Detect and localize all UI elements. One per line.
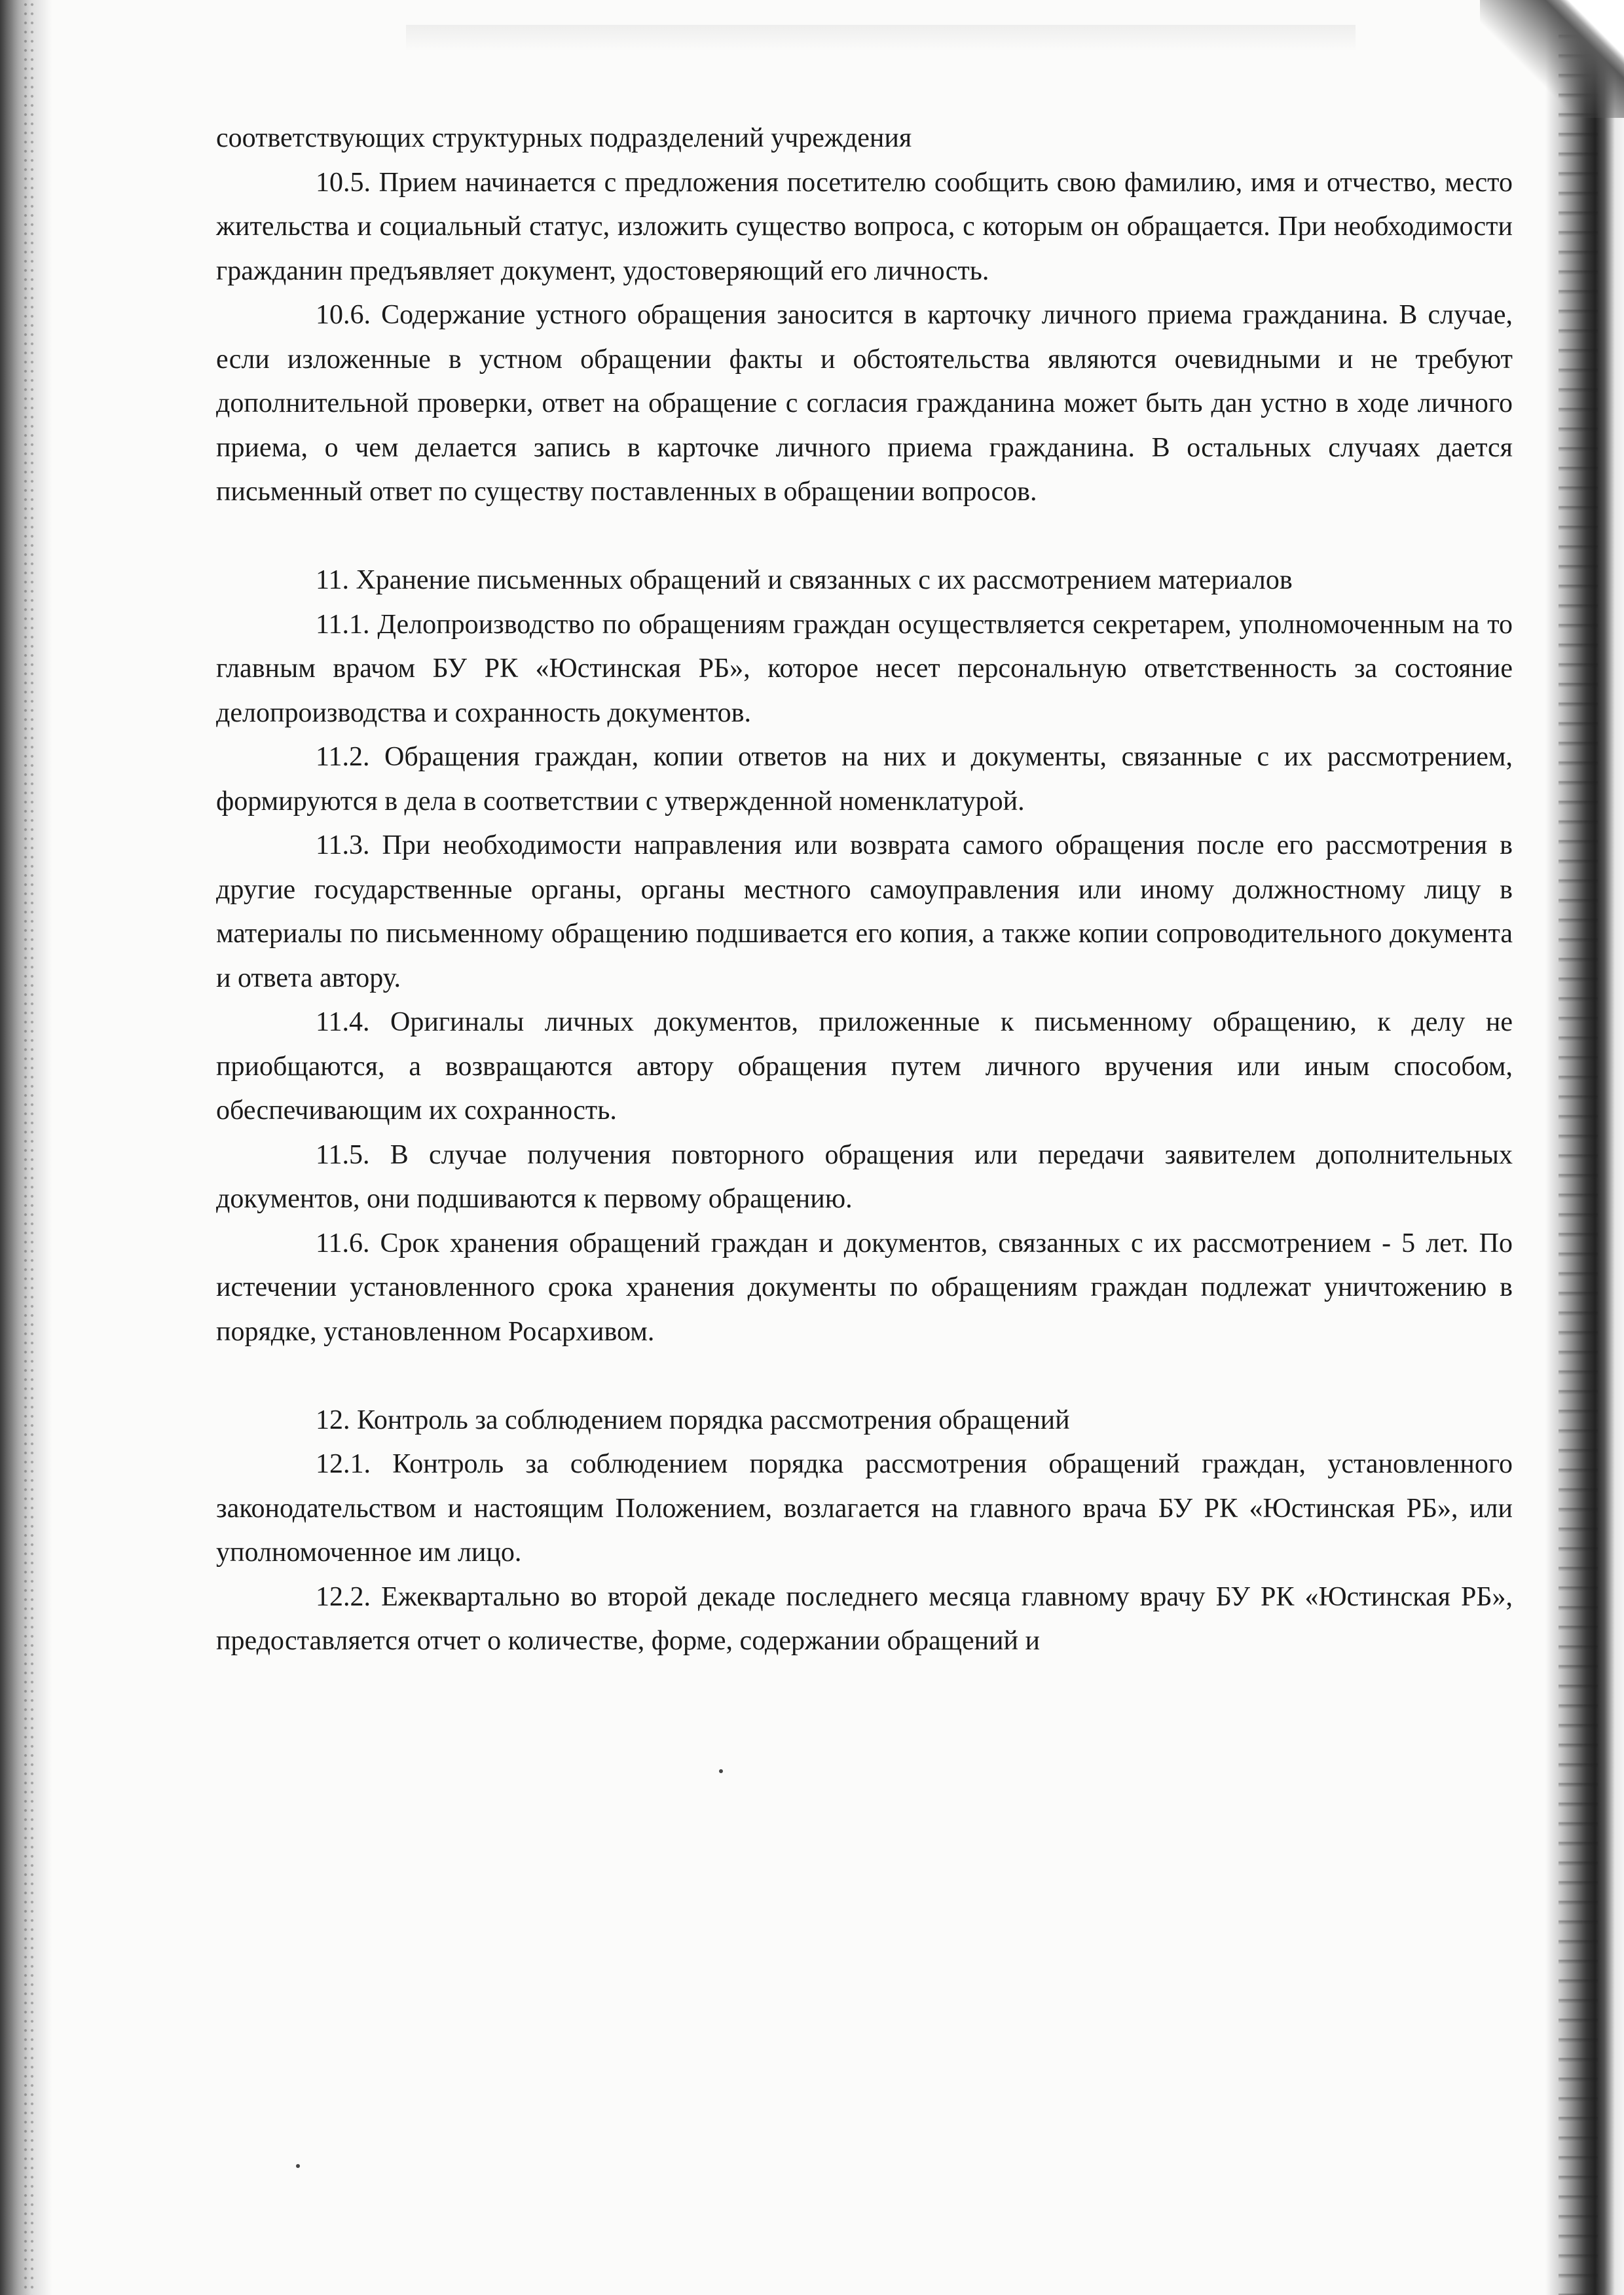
- paragraph-11-6: 11.6. Срок хранения обращений граждан и документов, связанных с их рассмотрением - 5 лет. По истечении установленного срока хранения документы по обращениям граждан подлежат уничтожению в порядке, установленном Росархивом.: [216, 1228, 1513, 1347]
- paragraph-12-2: 12.2. Ежеквартально во второй декаде последнего месяца главному врачу БУ РК «Юстинская РБ», предоставляется отчет о количестве, форме, содержании обращений и: [216, 1581, 1513, 1656]
- section-heading-11: 11. Хранение письменных обращений и связанных с их рассмотрением материалов: [316, 565, 1293, 595]
- scan-speck: [719, 1769, 723, 1773]
- section-heading-12: 12. Контроль за соблюдением порядка рассмотрения обращений: [316, 1405, 1070, 1435]
- paragraph-11-4: 11.4. Оригиналы личных документов, приложенные к письменному обращению, к делу не приобщаются, а возвращаются автору обращения путем личного вручения или иным способом, обеспечивающим их сохранность.: [216, 1007, 1513, 1126]
- paragraph-11-1: 11.1. Делопроизводство по обращениям граждан осуществляется секретарем, уполномоченным на то главным врачом БУ РК «Юстинская РБ», которое несет персональную ответственность за состояние делопроизводства и сохранность документов.: [216, 609, 1513, 728]
- section-gap: [216, 515, 1513, 559]
- section-gap: [216, 1354, 1513, 1399]
- document-body: [216, 117, 1513, 1664]
- scan-speck: [296, 2164, 300, 2168]
- paragraph-11-2: 11.2. Обращения граждан, копии ответов на них и документы, связанные с их рассмотрением, формируются в дела в соответствии с утвержденной номенклатурой.: [216, 742, 1513, 817]
- paragraph-11-3: 11.3. При необходимости направления или возврата самого обращения после его рассмотрения в другие государственные органы, органы местного самоуправления или иному должностному лицу в материалы по письменному обращению подшивается его копия, а также копии сопроводительного документа и ответа автору.: [216, 830, 1513, 993]
- paragraph-12-1: 12.1. Контроль за соблюдением порядка рассмотрения обращений граждан, установленного законодательством и настоящим Положением, возлагается на главного врача БУ РК «Юстинская РБ», или уполномоченное им лицо.: [216, 1449, 1513, 1568]
- scan-edge-left-perforation: [22, 0, 37, 2295]
- paragraph-10-6: 10.6. Содержание устного обращения заносится в карточку личного приема гражданина. В случае, если изложенные в устном обращении факты и обстоятельства являются очевидными и не требуют дополнительной проверки, ответ на обращение с согласия гражданина может быть дан устно в ходе личного приема, о чем делается запись в карточке личного приема гражданина. В остальных случаях дается письменный ответ по существу поставленных в обращении вопросов.: [216, 300, 1513, 507]
- scan-top-bleed: [406, 25, 1356, 51]
- paragraph-10-5: 10.5. Прием начинается с предложения посетителю сообщить свою фамилию, имя и отчество, место жительства и социальный статус, изложить существо вопроса, с которым он обращается. При необходимости гражданин предъявляет документ, удостоверяющий его личность.: [216, 167, 1513, 286]
- scan-edge-right-streaks: [1559, 0, 1598, 2295]
- scan-corner-fold: [1480, 0, 1624, 118]
- paragraph-11-5: 11.5. В случае получения повторного обращения или передачи заявителем дополнительных документов, они подшиваются к первому обращению.: [216, 1139, 1513, 1214]
- paragraph-continuation: соответствующих структурных подразделений учреждения: [216, 123, 912, 153]
